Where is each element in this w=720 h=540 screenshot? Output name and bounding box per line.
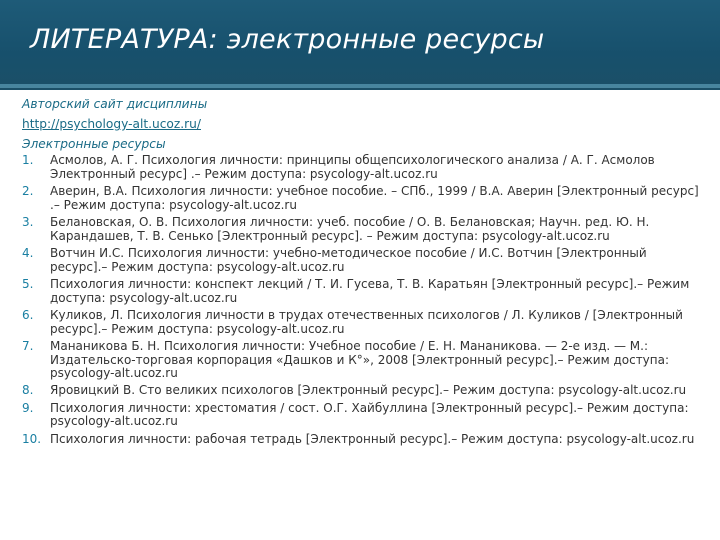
author-site-link-line [22,114,706,134]
reference-number: 10. [22,431,42,446]
electronic-resources-label: Электронные ресурсы [22,137,166,151]
reference-item [22,340,706,381]
reference-text: Куликов, Л. Психология личности в трудах отечественных психологов / Л. Куликов / [Электронный ресурс].– Режим доступа: psycology-alt.ucoz.ru [50,307,683,336]
reference-list [22,154,706,446]
reference-text: Психология личности: рабочая тетрадь [Электронный ресурс].– Режим доступа: psycology-alt.ucoz.ru [50,431,695,446]
reference-number: 6. [22,307,34,322]
reference-number: 3. [22,214,34,229]
title-bar-stripe [0,84,720,88]
reference-number: 8. [22,383,34,398]
slide-content [22,94,706,450]
reference-item [22,433,706,447]
author-site-link[interactable]: http://psychology-alt.ucoz.ru/ [22,117,201,131]
reference-number: 1. [22,153,34,167]
reference-item [22,154,706,181]
reference-number: 2. [22,183,34,198]
reference-text: Асмолов, А. Г. Психология личности: принципы общепсихологического анализа / А. Г. Асмолов Электронный ресурс] .– Режим доступа: psycology-alt.ucoz.ru [50,153,655,181]
reference-number: 9. [22,400,34,415]
reference-text: Психология личности: конспект лекций / Т. И. Гусева, Т. В. Каратьян [Электронный ресурс].– Режим доступа: psycology-alt.ucoz.ru [50,276,690,305]
author-site-label: Авторский сайт дисциплины [22,97,208,111]
reference-text: Аверин, В.А. Психология личности: учебное пособие. – СПб., 1999 / В.А. Аверин [Электронный ресурс] .– Режим доступа: psycology-alt.ucoz.ru [50,183,699,212]
reference-item [22,384,706,398]
reference-text: Белановская, О. В. Психология личности: учеб. пособие / О. В. Белановская; Научн. ред. Ю. Н. Карандашев, Т. В. Сенько [Электронный ресурс]. – Режим доступа: psycology-alt.ucoz.ru [50,214,650,243]
reference-text: Яровицкий В. Сто великих психологов [Электронный ресурс].– Режим доступа: psycology-alt.ucoz.ru [50,383,687,398]
reference-item [22,278,706,305]
reference-item [22,402,706,429]
reference-number: 7. [22,338,34,353]
reference-item [22,247,706,274]
reference-item [22,185,706,212]
slide-title: ЛИТЕРАТУРА: электронные ресурсы [30,24,545,55]
reference-item [22,309,706,336]
reference-text: Психология личности: хрестоматия / сост. О.Г. Хайбуллина [Электронный ресурс].– Режим доступа: psycology-alt.ucoz.ru [50,400,689,429]
reference-text: Вотчин И.С. Психология личности: учебно-методическое пособие / И.С. Вотчин [Электронный ресурс].– Режим доступа: psycology-alt.ucoz.ru [50,245,647,274]
reference-text: Мананикова Б. Н. Психология личности: Учебное пособие / Е. Н. Мананикова. — 2-е изд. — М.: Издательско-торговая корпорация «Дашков и К°», 2008 [Электронный ресурс].– Режим доступа: psycology-alt.ucoz.ru [50,338,670,381]
reference-number: 5. [22,276,34,291]
reference-item [22,216,706,243]
reference-number: 4. [22,245,34,260]
title-bar [0,0,720,90]
